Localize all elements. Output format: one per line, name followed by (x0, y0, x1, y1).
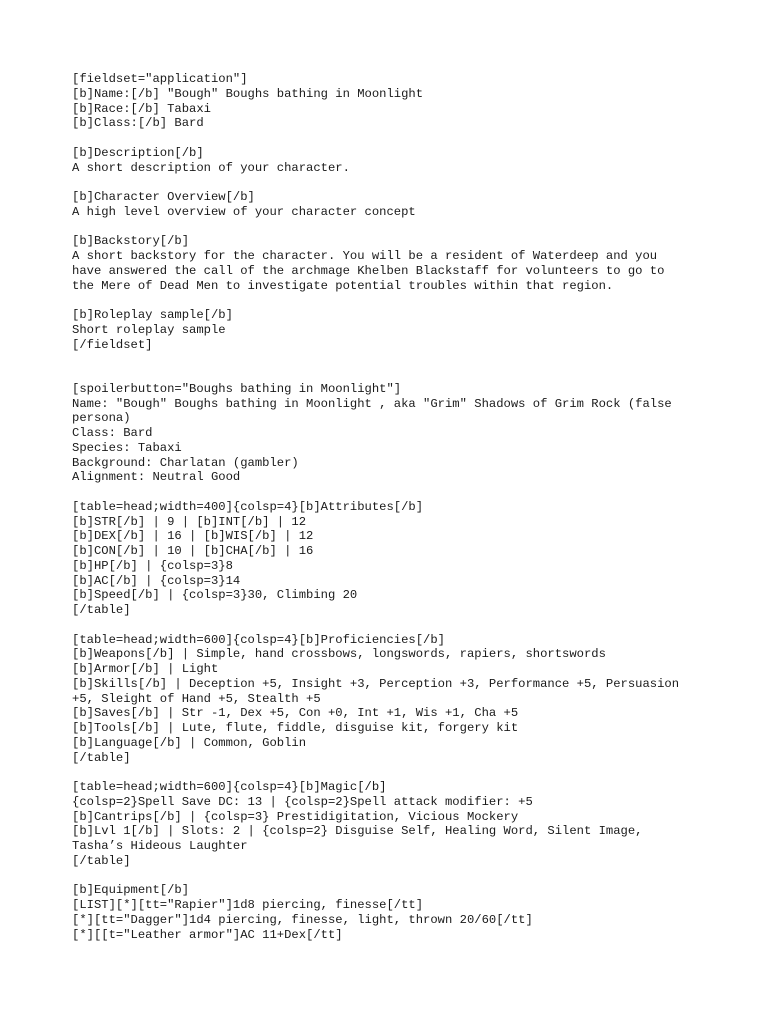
text-line: [b]Armor[/b] | Light (72, 662, 219, 676)
text-line: A high level overview of your character concept (72, 204, 416, 219)
text-line: Species: Tabaxi (72, 440, 182, 455)
text-line: [fieldset="application"] (72, 72, 248, 86)
text-line: [spoilerbutton="Boughs bathing in Moonlight"] (72, 381, 402, 396)
text-line: [b]Name:[/b] "Bough" Boughs bathing in Moonlight (72, 86, 424, 101)
text-line: +5, Sleight of Hand +5, Stealth +5 (72, 691, 321, 706)
text-line: [/table] (72, 853, 131, 868)
text-line: Class: Bard (72, 426, 153, 440)
text-line: [b]Lvl 1[/b] | Slots: 2 | {colsp=2} Disguise Self, Healing Word, Silent Image, (72, 824, 643, 839)
text-line: [table=head;width=400]{colsp=4}[b]Attributes[/b] (72, 499, 424, 514)
text-line: [b]DEX[/b] | 16 | [b]WIS[/b] | 12 (72, 529, 314, 544)
text-line: [b]Skills[/b] | Deception +5, Insight +3, Perception +3, Performance +5, Persuasion (72, 676, 680, 691)
text-line: [b]Class:[/b] Bard (72, 116, 204, 131)
blank-line (72, 618, 712, 633)
text-line: [b]HP[/b] | {colsp=3}8 (72, 558, 233, 573)
blank-line (72, 367, 712, 382)
text-line: [LIST][*][tt="Rapier"]1d8 piercing, finesse[/tt] (72, 898, 424, 912)
text-line: Tasha’s Hideous Laughter (72, 839, 248, 853)
text-line: [*][[t="Leather armor"]AC 11+Dex[/tt] (72, 927, 343, 942)
blank-line (72, 352, 712, 367)
text-line: [table=head;width=600]{colsp=4}[b]Magic[/b] (72, 780, 387, 794)
text-line: [/table] (72, 603, 131, 617)
text-line: [b]Cantrips[/b] | {colsp=3} Prestidigitation, Vicious Mockery (72, 809, 519, 824)
text-line: [b]Race:[/b] Tabaxi (72, 101, 211, 116)
blank-line (72, 869, 712, 884)
blank-line (72, 765, 712, 780)
text-line: Alignment: Neutral Good (72, 470, 241, 485)
blank-line (72, 131, 712, 146)
text-line: [b]Description[/b] (72, 145, 204, 160)
text-line: Name: "Bough" Boughs bathing in Moonlight , aka "Grim" Shadows of Grim Rock (false (72, 396, 672, 411)
text-line: [/fieldset] (72, 337, 153, 352)
text-line: [b]Weapons[/b] | Simple, hand crossbows, longswords, rapiers, shortswords (72, 647, 606, 662)
blank-line (72, 485, 712, 500)
text-line: Background: Charlatan (gambler) (72, 455, 299, 470)
text-line: [*][tt="Dagger"]1d4 piercing, finesse, light, thrown 20/60[/tt] (72, 912, 533, 927)
text-line: [table=head;width=600]{colsp=4}[b]Proficiencies[/b] (72, 632, 445, 647)
blank-line (72, 293, 712, 308)
text-line: A short backstory for the character. You will be a resident of Waterdeep and you (72, 249, 658, 263)
text-line: [/table] (72, 750, 131, 765)
text-line: [b]Character Overview[/b] (72, 190, 255, 204)
text-line: Short roleplay sample (72, 322, 226, 337)
text-line: the Mere of Dead Men to investigate potential troubles within that region. (72, 278, 614, 293)
text-line: [b]Tools[/b] | Lute, flute, fiddle, disguise kit, forgery kit (72, 721, 519, 735)
blank-line (72, 175, 712, 190)
text-line: [b]Speed[/b] | {colsp=3}30, Climbing 20 (72, 588, 358, 603)
text-line: [b]CON[/b] | 10 | [b]CHA[/b] | 16 (72, 544, 314, 558)
text-line: [b]Equipment[/b] (72, 883, 190, 898)
text-line: [b]Language[/b] | Common, Goblin (72, 735, 307, 750)
text-line: [b]Backstory[/b] (72, 234, 190, 249)
text-line: [b]STR[/b] | 9 | [b]INT[/b] | 12 (72, 514, 307, 529)
text-line: A short description of your character. (72, 160, 350, 175)
document-page (72, 72, 712, 942)
text-line: {colsp=2}Spell Save DC: 13 | {colsp=2}Spell attack modifier: +5 (72, 794, 533, 809)
text-line: [b]AC[/b] | {colsp=3}14 (72, 573, 241, 588)
text-line: persona) (72, 411, 131, 426)
blank-line (72, 220, 712, 235)
text-line: [b]Roleplay sample[/b] (72, 308, 233, 322)
text-line: [b]Saves[/b] | Str -1, Dex +5, Con +0, Int +1, Wis +1, Cha +5 (72, 706, 519, 721)
text-line: have answered the call of the archmage Khelben Blackstaff for volunteers to go to (72, 263, 665, 278)
